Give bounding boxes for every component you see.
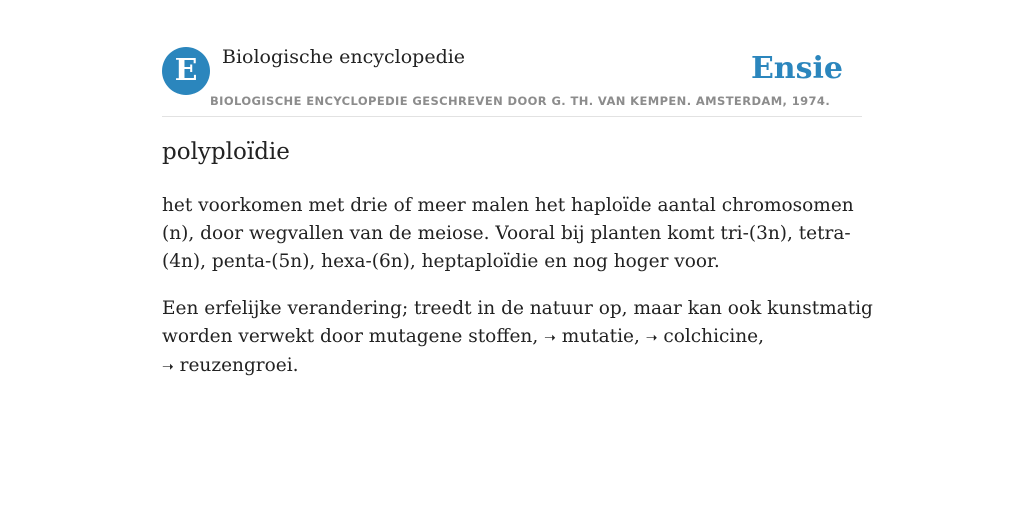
separator: , bbox=[758, 326, 765, 347]
arrow-right-icon: ➝ bbox=[544, 330, 556, 346]
page-container bbox=[162, 0, 873, 376]
ensie-brand-link[interactable]: Ensie bbox=[750, 51, 843, 86]
xref-label: mutatie bbox=[561, 326, 634, 347]
paragraph-2-text: Een erfelijke verandering; treedt in de natuur op, maar kan ook kunstmatig worden verwekt door mutagene stoffen, bbox=[162, 298, 873, 347]
logo-icon[interactable]: E bbox=[162, 47, 210, 95]
xref-link-reuzengroei[interactable] bbox=[162, 355, 293, 376]
definition-paragraph-2 bbox=[162, 295, 874, 381]
arrow-right-icon: ➝ bbox=[645, 330, 658, 346]
xref-link-colchicine[interactable] bbox=[646, 326, 758, 347]
site-title[interactable]: Biologische encyclopedie bbox=[222, 46, 466, 68]
header bbox=[162, 0, 862, 117]
arrow-right-icon: ➝ bbox=[162, 359, 174, 375]
end-period: . bbox=[292, 355, 299, 376]
entry-definition bbox=[162, 192, 874, 400]
separator: , bbox=[633, 326, 640, 347]
xref-label: colchicine bbox=[663, 326, 759, 347]
xref-link-mutatie[interactable] bbox=[544, 326, 634, 347]
entry-term: polyploïdie bbox=[162, 139, 290, 165]
source-subtitle: BIOLOGISCHE ENCYCLOPEDIE GESCHREVEN DOOR G. TH. VAN KEMPEN. AMSTERDAM, 1974. bbox=[210, 94, 831, 108]
definition-paragraph-1: het voorkomen met drie of meer malen het haploïde aantal chromosomen (n), door wegvallen van de meiose. Vooral bij planten komt tri-(3n), tetra-(4n), penta-(5n), hexa-(6n), heptaploïdie en nog hoger voor. bbox=[162, 195, 854, 272]
xref-label: reuzengroei bbox=[179, 355, 293, 376]
